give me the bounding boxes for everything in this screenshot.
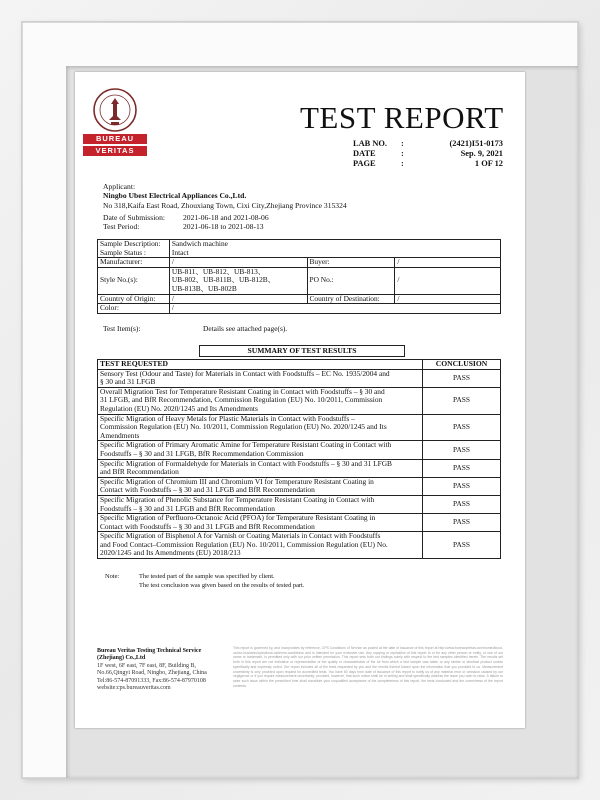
period-row <box>103 222 269 231</box>
table-row <box>98 477 501 495</box>
origin-value: / <box>169 294 307 304</box>
col-conclusion: CONCLUSION <box>423 360 501 370</box>
test-requested-line: Regulation (EU) No. 2020/1245 and Its Amendments <box>100 403 258 413</box>
table-row <box>98 459 501 477</box>
test-requested-line: Specific Migration of Phenolic Substance for Temperature Resistant Coating in Contact with <box>100 494 375 504</box>
applicant-name: Ningbo Ubest Electrical Appliances Co.,Ltd. <box>103 191 247 201</box>
test-requested-cell <box>98 514 423 532</box>
conclusion-cell: PASS <box>423 495 501 513</box>
page-label: PAGE <box>353 159 376 168</box>
logo-bar-bottom: VERITAS <box>83 146 147 156</box>
table-row <box>98 414 501 441</box>
origin-label: Country of Origin: <box>98 294 170 304</box>
table-header-row <box>98 360 501 370</box>
table-row <box>98 514 501 532</box>
conclusion-cell: PASS <box>423 414 501 441</box>
test-requested-cell <box>98 477 423 495</box>
conclusion-cell: PASS <box>423 477 501 495</box>
note-label: Note: <box>105 573 120 580</box>
page-value: 1 OF 12 <box>474 159 503 168</box>
sample-desc-label: Sample Description: Sample Status : <box>98 240 170 258</box>
test-requested-cell <box>98 441 423 459</box>
po-value: / <box>395 267 501 294</box>
buyer-value: / <box>395 258 501 268</box>
applicant-label: Applicant: <box>103 182 136 191</box>
table-row <box>98 258 501 268</box>
test-requested-line: Specific Migration of Chromium III and Chromium VI for Temperature Resistant Coating in <box>100 476 374 486</box>
test-requested-line: Specific Migration of Perfluoro-Octanoic Acid (PFOA) for Temperature Resistant Coating in <box>100 513 376 523</box>
test-requested-cell <box>98 387 423 414</box>
destination-value: / <box>395 294 501 304</box>
table-row <box>98 267 501 294</box>
test-requested-line: Commission Regulation (EU) No. 10/2011, Commission Regulation (EU) No. 2020/1245 and Its <box>100 422 387 432</box>
page-row <box>353 159 503 169</box>
date-row <box>353 149 503 159</box>
company-name-2: (Zhejiang) Co.,Ltd <box>97 655 146 662</box>
lab-no-value: (2421)I51-0173 <box>449 139 503 148</box>
test-requested-line: Specific Migration of Primary Aromatic Amine for Temperature Resistant Coating in Contact with <box>100 440 392 450</box>
color-value: / <box>169 304 500 314</box>
conclusion-cell: PASS <box>423 441 501 459</box>
company-address-2: No.66,Qingyi Road, Ningbo, Zhejiang, China <box>97 670 207 677</box>
test-requested-cell <box>98 414 423 441</box>
test-requested-line: Specific Migration of Formaldehyde for Materials in Contact with Foodstuffs – § 30 and 31 LFGB <box>100 458 392 468</box>
test-requested-line: Contact with Foodstuffs – § 30 and 31 LFGB and BfR Recommendation <box>100 485 315 495</box>
note-lines <box>139 572 439 590</box>
color-label: Color: <box>98 304 170 314</box>
lab-no-label: LAB NO. <box>353 139 387 148</box>
test-requested-line: Contact with Foodstuffs – § 30 and 31 LFGB and BfR Recommendation <box>100 521 315 531</box>
table-row <box>98 369 501 387</box>
test-requested-line: Sensory Test (Odour and Taste) for Materials in Contact with Foodstuffs – EC No. 1935/2004 and <box>100 368 390 378</box>
logo-bar-top: BUREAU <box>83 134 147 144</box>
date-value: Sep. 9, 2021 <box>460 149 503 158</box>
period-label: Test Period: <box>103 222 140 232</box>
seal-icon <box>92 86 138 134</box>
buyer-label: Buyer: <box>307 258 395 268</box>
style-value: UB-811、UB-812、UB-813、 UB-802、UB-811B、UB-812B、 UB-813B、UB-802B <box>169 267 307 294</box>
results-body <box>98 369 501 558</box>
table-row <box>98 240 501 258</box>
manufacturer-value: / <box>169 258 307 268</box>
table-row <box>98 294 501 304</box>
date-label: DATE <box>353 149 376 158</box>
test-requested-line: and BfR Recommendation <box>100 467 179 477</box>
company-phone: Tel:86-574-87091333, Fax:86-574-87970108 <box>97 677 206 684</box>
conclusion-cell: PASS <box>423 369 501 387</box>
test-requested-line: § 30 and 31 LFGB <box>100 377 156 387</box>
test-requested-cell <box>98 532 423 559</box>
report-page <box>75 72 525 728</box>
company-address: 1F west, 6F east, 7F east, 8F, Building B, <box>97 662 197 669</box>
note-line: The tested part of the sample was specified by client. <box>139 573 275 580</box>
po-label: PO No.: <box>307 267 395 294</box>
applicant-block <box>103 182 347 210</box>
bureau-veritas-logo <box>83 86 147 156</box>
note-line: The test conclusion was given based on the results of tested part. <box>139 582 305 589</box>
report-title: TEST REPORT <box>300 100 504 135</box>
company-website: website:cps.bureauveritas.com <box>97 685 171 692</box>
period-value: 2021-06-18 to 2021-08-13 <box>183 222 264 232</box>
colon: : <box>401 139 404 148</box>
col-test-requested: TEST REQUESTED <box>98 360 423 370</box>
results-table <box>97 359 501 559</box>
company-name: Bureau Veritas Testing Technical Service <box>97 648 202 654</box>
submission-value: 2021-06-18 and 2021-08-06 <box>183 213 269 222</box>
table-row <box>98 387 501 414</box>
summary-title: SUMMARY OF TEST RESULTS <box>199 345 405 357</box>
test-requested-line: 31 LFGB, and BfR Recommendation, Commission Regulation (EU) No. 10/2011, Commission <box>100 395 383 405</box>
table-row <box>98 495 501 513</box>
test-requested-cell <box>98 459 423 477</box>
test-requested-cell <box>98 369 423 387</box>
footer-disclaimer: This report is governed by, and incorporates by reference, CPS Conditions of Service as posted at the date of issuance of this report at http://www.bureauveritas.com/home/about-us/our-business/cps/about-us/terms-conditions/ and is intended for your exclusive use. Any copying or replication of this report to or for any other person or entity, or use of our name or trademark, is permitted only with our prior written permission. This report sets forth our findings solely with respect to the test samples identified herein. The results set forth in this report are not indicative or representative of the quality or characteristics of the lot from which a test sample was taken or any similar or identical product unless specifically and expressly noted. Our report includes all of the tests requested by you and the results thereof based upon the information that you provided to us. Measurement uncertainty is only provided upon request for accredited tests. You have 60 days from date of issuance of this report to notify us of any material error or omission caused by our negligence or if you require measurement uncertainty; provided, however, that such notice shall be in writing and shall specifically address the issue you wish to raise. A failure to raise such issue within the prescribed time shall constitute your unqualified acceptance of the completeness of this report, the tests conducted and the correctness of the report contents. <box>233 646 503 688</box>
conclusion-cell: PASS <box>423 532 501 559</box>
test-items <box>103 324 288 333</box>
colon: : <box>401 159 404 168</box>
test-requested-cell <box>98 495 423 513</box>
conclusion-cell: PASS <box>423 514 501 532</box>
sample-table <box>97 239 501 314</box>
destination-label: Country of Destination: <box>307 294 395 304</box>
test-requested-line: Foodstuffs – § 30 and 31 LFGB and BfR Recommendation <box>100 503 275 513</box>
test-requested-line: Specific Migration of Heavy Metals for Plastic Materials in Contact with Foodstuffs – <box>100 413 355 423</box>
test-requested-line: Overall Migration Test for Temperature Resistant Coating in Contact with Foodstuffs – § 30 and <box>100 386 385 396</box>
colon: : <box>401 149 404 158</box>
submission-label: Date of Submission: <box>103 213 166 222</box>
test-requested-line: 2020/1245 and Its Amendments (EU) 2018/213 <box>100 548 241 558</box>
footer-company <box>97 648 217 692</box>
applicant-address: No 318,Kaifa East Road, Zhouxiang Town, Cixi City,Zhejiang Province 315324 <box>103 200 347 210</box>
style-label: Style No.(s): <box>98 267 170 294</box>
test-items-value: Details see attached page(s). <box>203 324 288 333</box>
test-items-label: Test Item(s): <box>103 324 141 333</box>
test-requested-line: and Food Contact–Commission Regulation (EU) No. 10/2011, Commission Regulation (EU) No. <box>100 539 388 549</box>
conclusion-cell: PASS <box>423 459 501 477</box>
lab-no-row <box>353 139 503 149</box>
manufacturer-label: Manufacturer: <box>98 258 170 268</box>
submission-row <box>103 213 269 222</box>
test-requested-line: Foodstuffs – § 30 and 31 LFGB, BfR Recommendation Commission <box>100 448 304 458</box>
test-requested-line: Specific Migration of Bisphenol A for Varnish or Coating Materials in Contact with Foodstuffs <box>100 531 381 541</box>
table-row <box>98 532 501 559</box>
table-row <box>98 441 501 459</box>
dates-block <box>103 213 269 232</box>
sample-desc-value: Sandwich machine Intact <box>169 240 500 258</box>
conclusion-cell: PASS <box>423 387 501 414</box>
test-requested-line: Amendments <box>100 430 140 440</box>
report-meta <box>353 139 503 169</box>
table-row <box>98 304 501 314</box>
